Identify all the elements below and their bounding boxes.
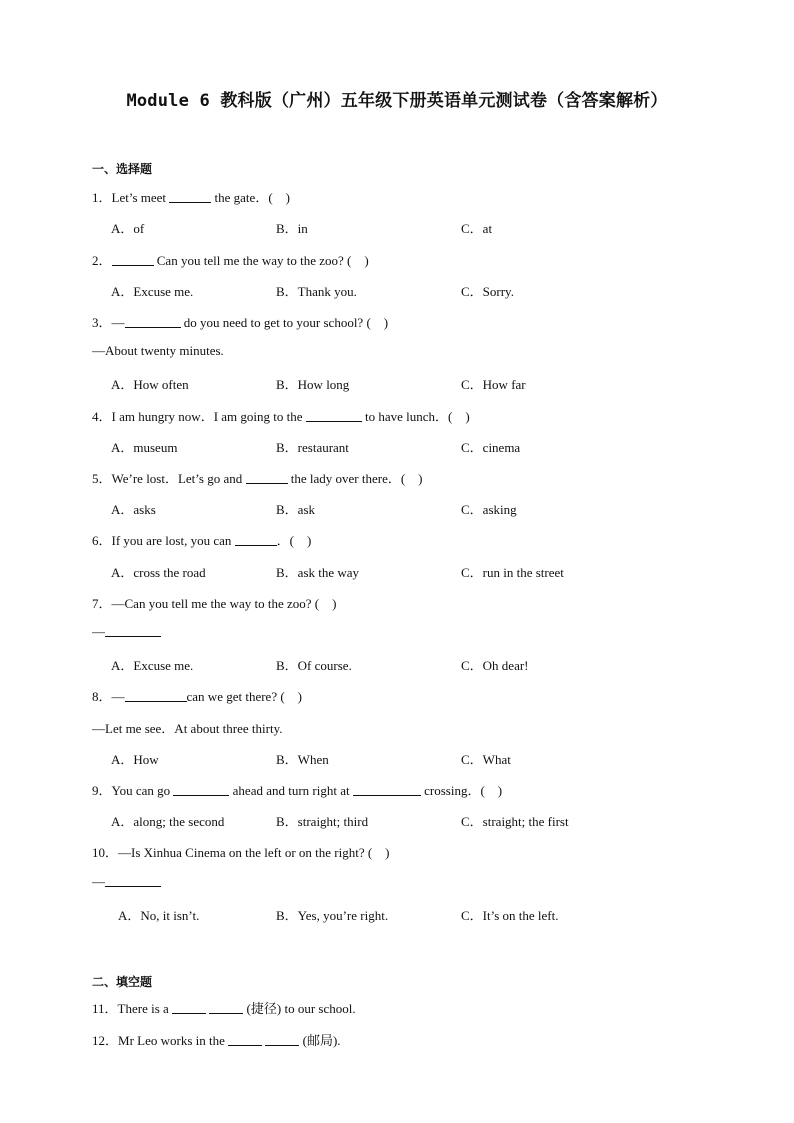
question-6: 6．If you are lost, you can ．( )	[92, 533, 312, 548]
answer-blank	[125, 689, 187, 702]
question-11: 11．There is a (捷径) to our school.	[92, 1001, 356, 1016]
option-a: A．Excuse me.	[111, 284, 194, 299]
answer-blank	[246, 471, 288, 484]
answer-blank	[228, 1033, 262, 1046]
section-heading-choice: 一、选择题	[92, 162, 153, 176]
option-b: B．restaurant	[276, 440, 349, 455]
option-a: A．cross the road	[111, 565, 206, 580]
option-c: C．straight; the first	[461, 814, 569, 829]
option-c: C．What	[461, 752, 511, 767]
option-b: B．Yes, you’re right.	[276, 908, 389, 923]
option-a: A．museum	[111, 440, 178, 455]
answer-blank	[105, 874, 161, 887]
option-a: A．How often	[111, 377, 189, 392]
option-c: C．run in the street	[461, 565, 564, 580]
option-a: A．Excuse me.	[111, 658, 194, 673]
question-7: 7．—Can you tell me the way to the zoo? ( )	[92, 596, 337, 611]
question-3-reply: —About twenty minutes.	[92, 343, 224, 358]
option-b: B．ask	[276, 502, 316, 517]
option-c: C．Sorry.	[461, 284, 514, 299]
answer-blank	[173, 783, 229, 796]
question-8: 8．— can we get there? ( )	[92, 689, 303, 704]
option-a: A．No, it isn’t.	[118, 908, 200, 923]
page-title: Module 6 教科版（广州）五年级下册英语单元测试卷（含答案解析）	[126, 91, 668, 111]
question-4: 4．I am hungry now．I am going to the to have lunch．( )	[92, 409, 470, 424]
question-10: 10．—Is Xinhua Cinema on the left or on the right? ( )	[92, 845, 390, 860]
option-b: B．When	[276, 752, 329, 767]
question-1: 1．Let’s meet the gate．( )	[92, 190, 290, 205]
option-b: B．straight; third	[276, 814, 369, 829]
option-b: B．in	[276, 221, 308, 236]
option-c: C．asking	[461, 502, 517, 517]
question-2: 2． Can you tell me the way to the zoo? ( )	[92, 253, 369, 268]
option-c: C．How far	[461, 377, 526, 392]
option-b: B．ask the way	[276, 565, 360, 580]
answer-blank	[209, 1001, 243, 1014]
answer-blank	[169, 190, 211, 203]
question-8-reply: —Let me see．At about three thirty.	[92, 721, 283, 736]
option-c: C．Oh dear!	[461, 658, 529, 673]
question-9: 9．You can go ahead and turn right at crossing．( )	[92, 783, 503, 798]
answer-blank	[265, 1033, 299, 1046]
question-7-reply: —	[92, 624, 161, 640]
section-heading-fill: 二、填空题	[92, 975, 153, 989]
question-12: 12．Mr Leo works in the (邮局).	[92, 1033, 341, 1048]
answer-blank	[105, 624, 161, 637]
option-c: C．cinema	[461, 440, 521, 455]
question-5: 5．We’re lost．Let’s go and the lady over there．( )	[92, 471, 423, 486]
answer-blank	[235, 533, 277, 546]
answer-blank	[172, 1001, 206, 1014]
option-a: A．How	[111, 752, 159, 767]
answer-blank	[306, 409, 362, 422]
answer-blank	[125, 315, 181, 328]
option-a: A．along; the second	[111, 814, 225, 829]
option-b: B．How long	[276, 377, 350, 392]
option-c: C．at	[461, 221, 493, 236]
option-a: A．asks	[111, 502, 156, 517]
option-a: A．of	[111, 221, 145, 236]
question-10-reply: —	[92, 874, 161, 890]
answer-blank	[112, 253, 154, 266]
option-b: B．Of course.	[276, 658, 352, 673]
answer-blank	[353, 783, 421, 796]
option-b: B．Thank you.	[276, 284, 357, 299]
option-c: C．It’s on the left.	[461, 908, 559, 923]
question-3: 3．— do you need to get to your school? ( )	[92, 315, 389, 330]
